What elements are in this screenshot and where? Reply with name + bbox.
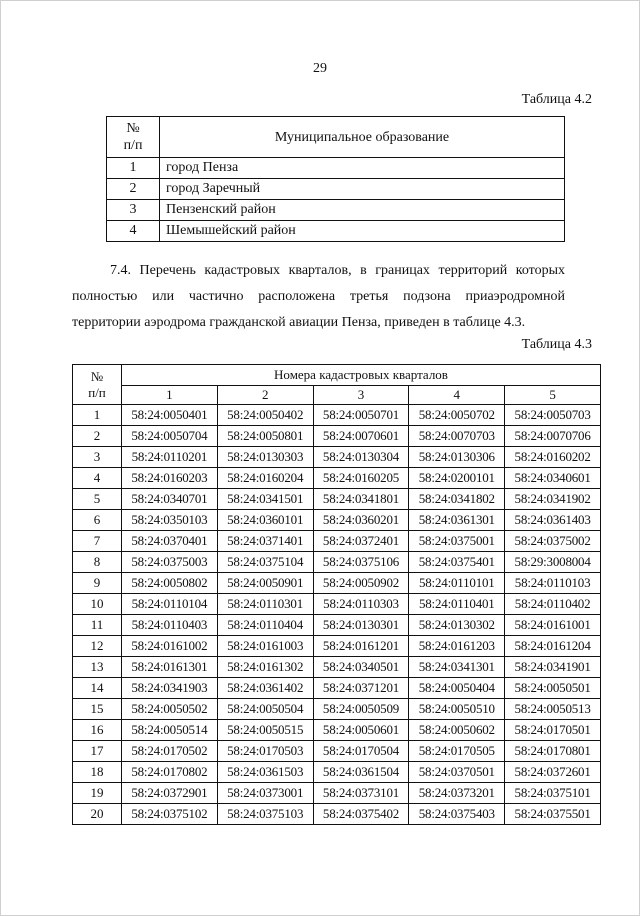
table-row (73, 615, 601, 636)
row-number-cell: 19 (73, 783, 122, 804)
row-number-cell: 17 (73, 741, 122, 762)
cadastral-number-cell: 58:24:0341903 (122, 678, 218, 699)
cadastral-number-cell: 58:24:0170802 (122, 762, 218, 783)
column-number-cell: 5 (505, 386, 601, 405)
header-num-symbol: № (90, 368, 104, 384)
cadastral-number-cell: 58:24:0375103 (217, 804, 313, 825)
cadastral-number-cell: 58:24:0130304 (313, 447, 409, 468)
cadastral-number-cell: 58:29:3008004 (505, 552, 601, 573)
cadastral-number-cell: 58:24:0361402 (217, 678, 313, 699)
table-4-2-caption: Таблица 4.2 (521, 92, 592, 107)
table-row (107, 179, 565, 200)
cadastral-number-cell: 58:24:0130302 (409, 615, 505, 636)
paragraph-7-4: 7.4. Перечень кадастровых кварталов, в границах территорий которых полностью или частично расположена третья подзона приаэродромной территории аэродрома гражданской авиации Пенза, приведен в таблице 4.3. (72, 263, 565, 330)
cadastral-number-cell: 58:24:0361301 (409, 510, 505, 531)
row-number-cell: 3 (73, 447, 122, 468)
row-number-cell: 15 (73, 699, 122, 720)
cadastral-number-cell: 58:24:0050902 (313, 573, 409, 594)
header-num-abbr: п/п (123, 138, 143, 153)
cadastral-number-cell: 58:24:0050703 (505, 405, 601, 426)
row-number-cell: 20 (73, 804, 122, 825)
page-number: 29 (313, 61, 327, 76)
cadastral-number-cell: 58:24:0110201 (122, 447, 218, 468)
cadastral-number-cell: 58:24:0050502 (122, 699, 218, 720)
cadastral-number-cell: 58:24:0375102 (122, 804, 218, 825)
cadastral-number-cell: 58:24:0050401 (122, 405, 218, 426)
cadastral-number-cell: 58:24:0161201 (313, 636, 409, 657)
table-row (73, 552, 601, 573)
cadastral-number-cell: 58:24:0161204 (505, 636, 601, 657)
column-number-cell: 2 (217, 386, 313, 405)
cadastral-number-cell: 58:24:0160203 (122, 468, 218, 489)
row-number-cell: 7 (73, 531, 122, 552)
cadastral-number-cell: 58:24:0050802 (122, 573, 218, 594)
cadastral-number-cell: 58:24:0371401 (217, 531, 313, 552)
cadastral-number-cell: 58:24:0161301 (122, 657, 218, 678)
cadastral-number-cell: 58:24:0375106 (313, 552, 409, 573)
cadastral-number-cell: 58:24:0110103 (505, 573, 601, 594)
cadastral-number-cell: 58:24:0170501 (505, 720, 601, 741)
cadastral-number-cell: 58:24:0161003 (217, 636, 313, 657)
cadastral-number-cell: 58:24:0340701 (122, 489, 218, 510)
cadastral-number-cell: 58:24:0130303 (217, 447, 313, 468)
cadastral-number-cell: 58:24:0110401 (409, 594, 505, 615)
cadastral-number-cell: 58:24:0370501 (409, 762, 505, 783)
table-row (73, 426, 601, 447)
row-number-cell: 2 (107, 179, 160, 200)
cadastral-number-cell: 58:24:0050602 (409, 720, 505, 741)
row-number-cell: 3 (107, 200, 160, 221)
table-row (73, 699, 601, 720)
table-row (73, 573, 601, 594)
cadastral-number-cell: 58:24:0110101 (409, 573, 505, 594)
cadastral-number-cell: 58:24:0375401 (409, 552, 505, 573)
row-number-cell: 13 (73, 657, 122, 678)
column-number-row (73, 386, 601, 405)
table-row (73, 783, 601, 804)
cadastral-number-cell: 58:24:0050514 (122, 720, 218, 741)
cadastral-number-cell: 58:24:0050702 (409, 405, 505, 426)
cadastral-number-cell: 58:24:0110104 (122, 594, 218, 615)
cadastral-number-cell: 58:24:0361504 (313, 762, 409, 783)
cadastral-number-cell: 58:24:0361403 (505, 510, 601, 531)
row-number-cell: 1 (73, 405, 122, 426)
row-number-cell: 18 (73, 762, 122, 783)
cadastral-number-cell: 58:24:0050501 (505, 678, 601, 699)
header-num-symbol: № (126, 121, 140, 136)
municipality-table-body (107, 158, 565, 242)
cadastral-number-cell: 58:24:0160205 (313, 468, 409, 489)
cadastral-number-cell: 58:24:0370401 (122, 531, 218, 552)
cadastral-number-cell: 58:24:0375403 (409, 804, 505, 825)
cadastral-number-cell: 58:24:0373201 (409, 783, 505, 804)
cadastral-quarters-table (72, 364, 601, 825)
cadastral-number-cell: 58:24:0375501 (505, 804, 601, 825)
cadastral-number-cell: 58:24:0050701 (313, 405, 409, 426)
table-header-row (73, 365, 601, 386)
header-num-abbr: п/п (88, 384, 106, 400)
table-row (73, 804, 601, 825)
table-row (107, 221, 565, 242)
cadastral-number-cell: 58:24:0341901 (505, 657, 601, 678)
cadastral-table-body (73, 405, 601, 825)
cadastral-number-cell: 58:24:0340501 (313, 657, 409, 678)
cadastral-number-cell: 58:24:0341902 (505, 489, 601, 510)
cadastral-number-cell: 58:24:0170505 (409, 741, 505, 762)
table-row (73, 468, 601, 489)
cadastral-number-cell: 58:24:0375101 (505, 783, 601, 804)
cadastral-number-cell: 58:24:0170801 (505, 741, 601, 762)
cadastral-number-cell: 58:24:0110301 (217, 594, 313, 615)
cadastral-number-cell: 58:24:0375003 (122, 552, 218, 573)
cadastral-number-cell: 58:24:0050509 (313, 699, 409, 720)
cadastral-number-cell: 58:24:0373101 (313, 783, 409, 804)
municipality-name-cell: город Заречный (160, 179, 565, 200)
cadastral-number-cell: 58:24:0050402 (217, 405, 313, 426)
table-row (73, 657, 601, 678)
cadastral-number-cell: 58:24:0372401 (313, 531, 409, 552)
municipality-name-cell: Пензенский район (160, 200, 565, 221)
table-row (73, 636, 601, 657)
cadastral-number-cell: 58:24:0161203 (409, 636, 505, 657)
cadastral-number-cell: 58:24:0050704 (122, 426, 218, 447)
cadastral-number-cell: 58:24:0341301 (409, 657, 505, 678)
cadastral-number-cell: 58:24:0050801 (217, 426, 313, 447)
cadastral-number-cell: 58:24:0371201 (313, 678, 409, 699)
cadastral-number-cell: 58:24:0341801 (313, 489, 409, 510)
table-row (73, 489, 601, 510)
cadastral-number-cell: 58:24:0375001 (409, 531, 505, 552)
table-row (73, 720, 601, 741)
municipality-name-cell: город Пенза (160, 158, 565, 179)
table-row (73, 741, 601, 762)
table-row (73, 531, 601, 552)
column-number-cell: 4 (409, 386, 505, 405)
row-number-cell: 1 (107, 158, 160, 179)
cadastral-number-cell: 58:24:0360201 (313, 510, 409, 531)
cadastral-number-cell: 58:24:0161302 (217, 657, 313, 678)
cadastral-number-cell: 58:24:0050515 (217, 720, 313, 741)
row-number-cell: 9 (73, 573, 122, 594)
header-num-cell (73, 365, 122, 405)
row-number-cell: 4 (107, 221, 160, 242)
cadastral-number-cell: 58:24:0070706 (505, 426, 601, 447)
municipality-name-cell: Шемышейский район (160, 221, 565, 242)
cadastral-number-cell: 58:24:0170504 (313, 741, 409, 762)
cadastral-number-cell: 58:24:0050601 (313, 720, 409, 741)
cadastral-number-cell: 58:24:0050404 (409, 678, 505, 699)
cadastral-number-cell: 58:24:0070703 (409, 426, 505, 447)
cadastral-number-cell: 58:24:0110303 (313, 594, 409, 615)
header-group-cell: Номера кадастровых кварталов (122, 365, 601, 386)
header-num-cell (107, 117, 160, 158)
municipality-table (106, 116, 565, 242)
cadastral-number-cell: 58:24:0070601 (313, 426, 409, 447)
cadastral-number-cell: 58:24:0375002 (505, 531, 601, 552)
table-4-3-caption: Таблица 4.3 (521, 337, 592, 352)
cadastral-number-cell: 58:24:0050510 (409, 699, 505, 720)
row-number-cell: 6 (73, 510, 122, 531)
cadastral-number-cell: 58:24:0170503 (217, 741, 313, 762)
cadastral-number-cell: 58:24:0350103 (122, 510, 218, 531)
table-row (107, 158, 565, 179)
row-number-cell: 16 (73, 720, 122, 741)
cadastral-number-cell: 58:24:0110404 (217, 615, 313, 636)
cadastral-number-cell: 58:24:0130301 (313, 615, 409, 636)
cadastral-number-cell: 58:24:0050513 (505, 699, 601, 720)
cadastral-number-cell: 58:24:0341501 (217, 489, 313, 510)
table-row (73, 510, 601, 531)
row-number-cell: 5 (73, 489, 122, 510)
row-number-cell: 4 (73, 468, 122, 489)
table-row (73, 678, 601, 699)
cadastral-number-cell: 58:24:0110403 (122, 615, 218, 636)
row-number-cell: 11 (73, 615, 122, 636)
row-number-cell: 8 (73, 552, 122, 573)
cadastral-number-cell: 58:24:0050504 (217, 699, 313, 720)
cadastral-number-cell: 58:24:0110402 (505, 594, 601, 615)
row-number-cell: 10 (73, 594, 122, 615)
table-row (73, 762, 601, 783)
cadastral-number-cell: 58:24:0170502 (122, 741, 218, 762)
cadastral-number-cell: 58:24:0373001 (217, 783, 313, 804)
table-header-row (107, 117, 565, 158)
cadastral-number-cell: 58:24:0340601 (505, 468, 601, 489)
cadastral-number-cell: 58:24:0372601 (505, 762, 601, 783)
cadastral-number-cell: 58:24:0341802 (409, 489, 505, 510)
row-number-cell: 12 (73, 636, 122, 657)
cadastral-number-cell: 58:24:0160204 (217, 468, 313, 489)
table-row (73, 447, 601, 468)
cadastral-number-cell: 58:24:0160202 (505, 447, 601, 468)
row-number-cell: 2 (73, 426, 122, 447)
cadastral-number-cell: 58:24:0200101 (409, 468, 505, 489)
cadastral-number-cell: 58:24:0161001 (505, 615, 601, 636)
cadastral-number-cell: 58:24:0375402 (313, 804, 409, 825)
cadastral-number-cell: 58:24:0360101 (217, 510, 313, 531)
cadastral-number-cell: 58:24:0161002 (122, 636, 218, 657)
cadastral-number-cell: 58:24:0361503 (217, 762, 313, 783)
cadastral-number-cell: 58:24:0375104 (217, 552, 313, 573)
column-number-cell: 1 (122, 386, 218, 405)
table-row (73, 405, 601, 426)
cadastral-number-cell: 58:24:0372901 (122, 783, 218, 804)
cadastral-number-cell: 58:24:0130306 (409, 447, 505, 468)
cadastral-number-cell: 58:24:0050901 (217, 573, 313, 594)
table-row (73, 594, 601, 615)
column-number-cell: 3 (313, 386, 409, 405)
row-number-cell: 14 (73, 678, 122, 699)
header-title-cell: Муниципальное образование (160, 117, 565, 158)
table-row (107, 200, 565, 221)
